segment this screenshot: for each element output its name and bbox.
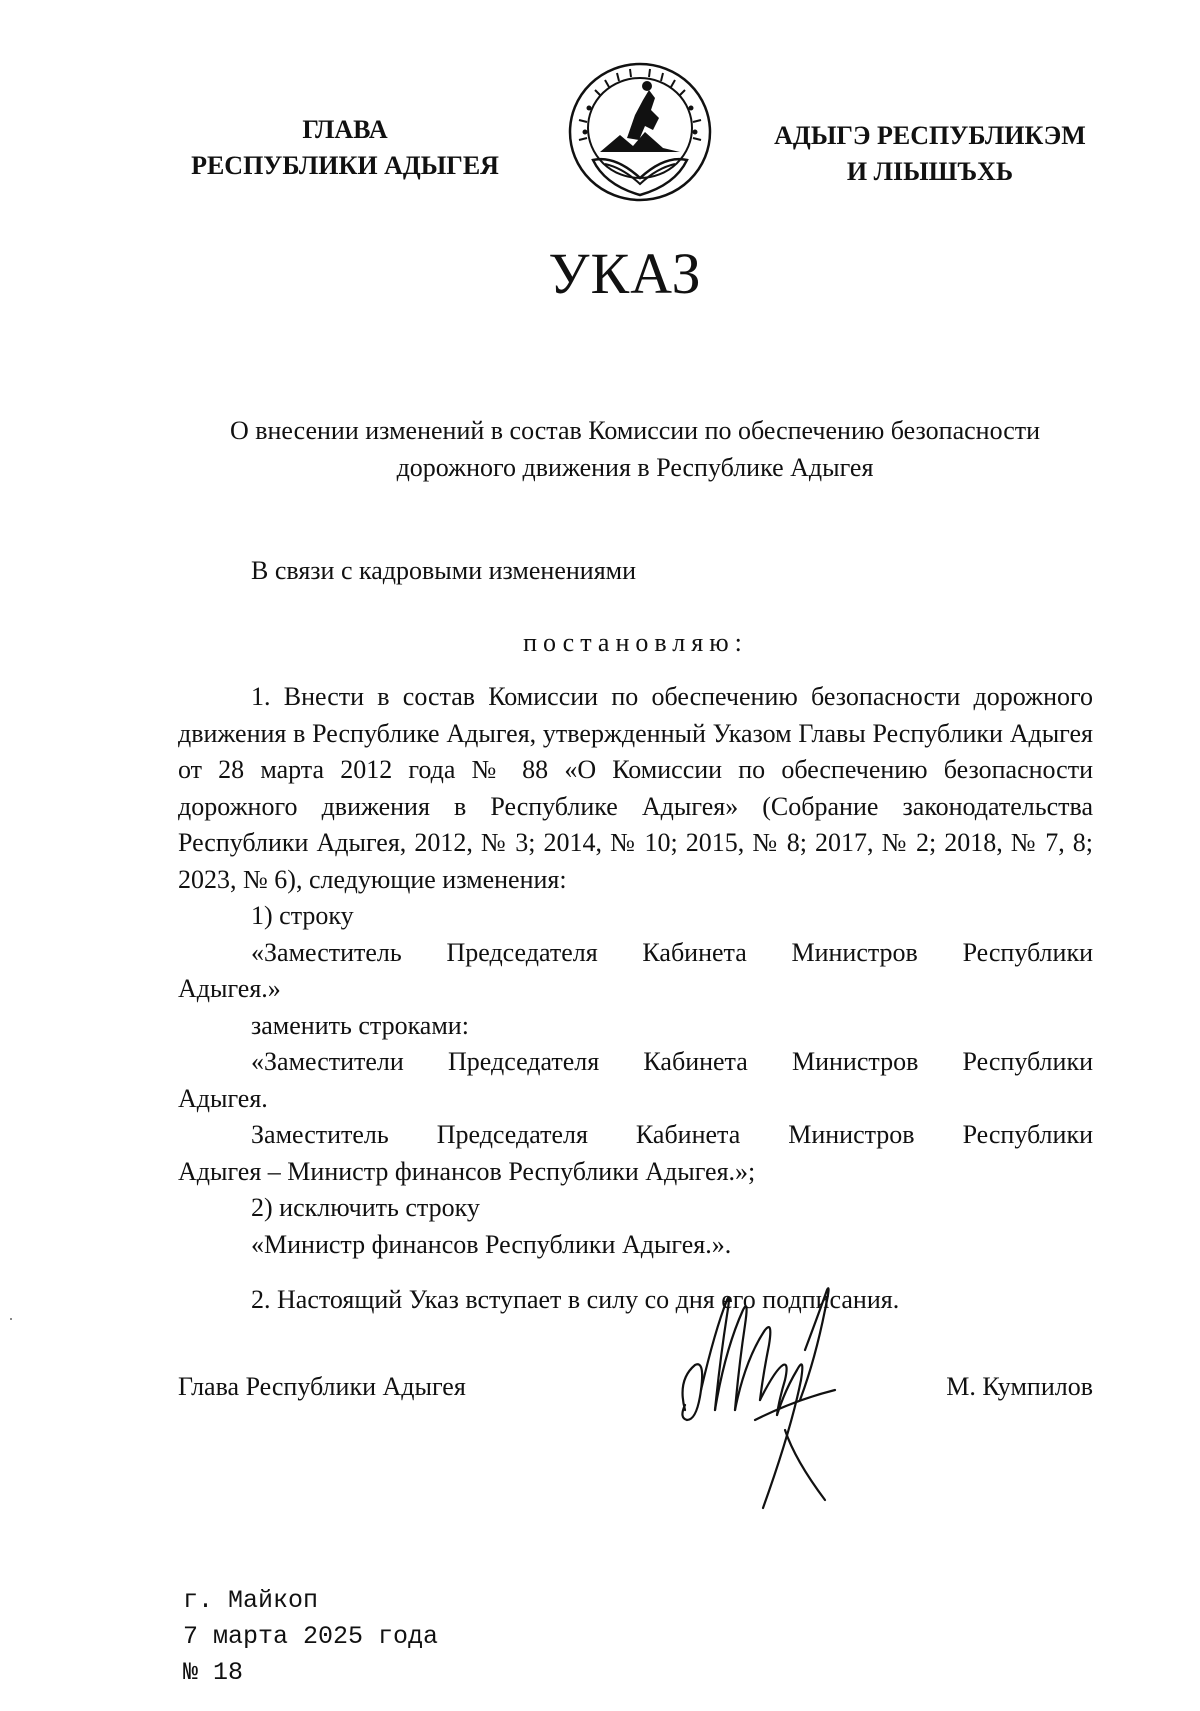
document-title: УКАЗ [548,241,702,306]
header-right-line1: АДЫГЭ РЕСПУБЛИКЭМ [774,121,1086,150]
decree-number: № 18 [183,1658,244,1687]
header-left-line1: ГЛАВА [302,115,388,144]
handwritten-signature-icon [665,1270,865,1510]
quote-1-line-a: «Заместитель Председателя Кабинета Министров Республики [251,938,1093,967]
issue-city: г. Майкоп [183,1586,319,1615]
subject-line1: О внесении изменений в состав Комиссии по обеспечению безопасности [229,416,1041,445]
replace-with: заменить строками: [251,1011,469,1040]
coat-of-arms-emblem-icon [565,60,715,205]
quote-3-line-a: Заместитель Председателя Кабинета Министров Республики [251,1120,1093,1149]
decree-word: постановляю: [523,628,748,657]
item-2: 2. Настоящий Указ вступает в силу со дня его подписания. [251,1285,900,1314]
place-date-number [183,1583,438,1691]
sub-item-1: 1) строку [251,901,354,930]
signer-position: Глава Республики Адыгея [178,1372,466,1401]
item-1: 1. Внести в состав Комиссии по обеспечению безопасности дорожного движения в Республике Адыгея, утвержденный Указом Главы Республики Адыгея от 28 марта 2012 года № 88 «О Комиссии по обеспечению безопасности дорожного движения в Республике Адыгея» (Собрание законодательства Республики Адыгея, 2012, № 3; 2014, № 10; 2015, № 8; 2017, № 2; 2018, № 7, 8; 2023, № 6), следующие изменения: [178,682,1093,894]
subject-line2: дорожного движения в Республике Адыгея [396,453,874,482]
decree-subject [175,412,1095,486]
quote-3-line-b: Адыгея – Министр финансов Республики Адыгея.»; [178,1157,756,1186]
header-left [150,112,540,184]
sub-item-2: 2) исключить строку [251,1193,480,1222]
preamble: В связи с кадровыми изменениями [251,556,637,585]
header-right [730,118,1130,190]
quote-2-line-a: «Заместители Председателя Кабинета Министров Республики [251,1047,1093,1076]
header-left-line2: РЕСПУБЛИКИ АДЫГЕЯ [191,151,499,180]
scan-mark [10,1318,12,1320]
quote-4: «Министр финансов Республики Адыгея.». [251,1230,732,1259]
signer-name: М. Кумпилов [946,1372,1093,1401]
header-right-line2: И ЛІЫШЪХЬ [846,157,1014,186]
issue-date: 7 марта 2025 года [183,1622,439,1651]
quote-2-line-b: Адыгея. [178,1084,268,1113]
quote-1-line-b: Адыгея.» [178,974,281,1003]
